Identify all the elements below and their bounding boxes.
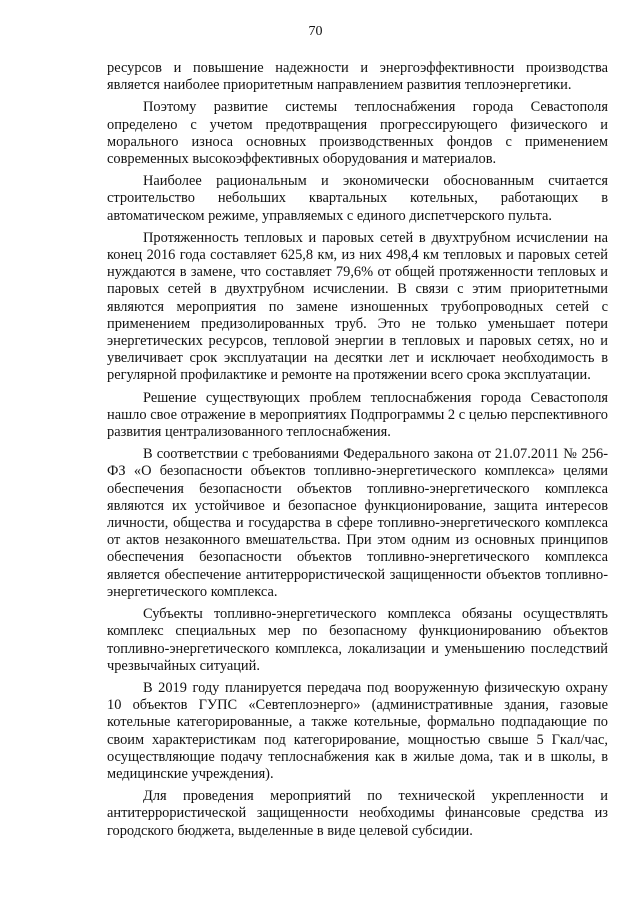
paragraph-funding: Для проведения мероприятий по технической укрепленности и антитеррористической защищенности необходимы финансовые средства из городского бюджета, выделенные в виде целевой субсидии. [107,788,608,839]
paragraph-continuation: ресурсов и повышение надежности и энергоэффективности производства является наиболее приоритетным направлением развития теплоэнергетики. [107,60,608,94]
page-body [107,60,608,845]
paragraph-subprogram-2: Решение существующих проблем теплоснабжения города Севастополя нашло свое отражение в мероприятиях Подпрограммы 2 с целью перспективного развития централизованного теплоснабжения. [107,389,608,441]
paragraph-fuel-energy-subjects: Субъекты топливно-энергетического комплекса обязаны осуществлять комплекс специальных мер по безопасному функционированию объектов топливно-энергетического комплекса, локализации и уменьшению последствий чрезвычайных ситуаций. [107,606,608,674]
paragraph-armed-guard-2019: В 2019 году планируется передача под вооруженную физическую охрану 10 объектов ГУПС «Севтеплоэнерго» (административные здания, газовые котельные категорированные, а также котельные, формально подпадающие по своим характеристикам под категорирование, мощностью свыше 5 Гкал/час, осуществляющие подачу теплоснабжения как в жилые дома, так и в школы, в медицинские учреждения). [107,679,608,782]
page-number: 70 [308,24,323,39]
paragraph-network-length: Протяженность тепловых и паровых сетей в двухтрубном исчислении на конец 2016 года составляет 625,8 км, из них 498,4 км тепловых и паровых сетей нуждаются в замене, что составляет 79,6% от общей протяженности тепловых и паровых сетей в двухтрубном исчислении. В связи с этим приоритетными являются мероприятия по замене изношенных трубопроводных сетей с применением предизолированных труб. Это не только уменьшает потери энергетических ресурсов, тепловой энергии в тепловых и паровых сетях, но и увеличивает срок эксплуатации на десятки лет и исключает необходимость в регулярной профилактике и ремонте на протяжении всего срока эксплуатации. [107,229,608,384]
paragraph-federal-law: В соответствии с требованиями Федерального закона от 21.07.2011 № 256-ФЗ «О безопасности объектов топливно-энергетического комплекса» целями обеспечения безопасности объектов топливно-энергетического комплекса являются их устойчивое и безопасное функционирование, защита интересов личности, общества и государства в сфере топливно-энергетического комплекса от актов незаконного вмешательства. При этом одним из основных принципов обеспечения безопасности объектов топливно-энергетического комплекса является обеспечение антитеррористической защищенности объектов топливно-энергетического комплекса. [107,446,608,600]
paragraph-heating-system-development: Поэтому развитие системы теплоснабжения города Севастополя определено с учетом предотвращения прогрессирующего физического и морального износа основных производственных фондов с применением современных высокоэффективных оборудования и материалов. [107,99,608,168]
paragraph-boiler-houses: Наиболее рациональным и экономически обоснованным считается строительство небольших квартальных котельных, работающих в автоматическом режиме, управляемых с единого диспетчерского пульта. [107,173,608,224]
